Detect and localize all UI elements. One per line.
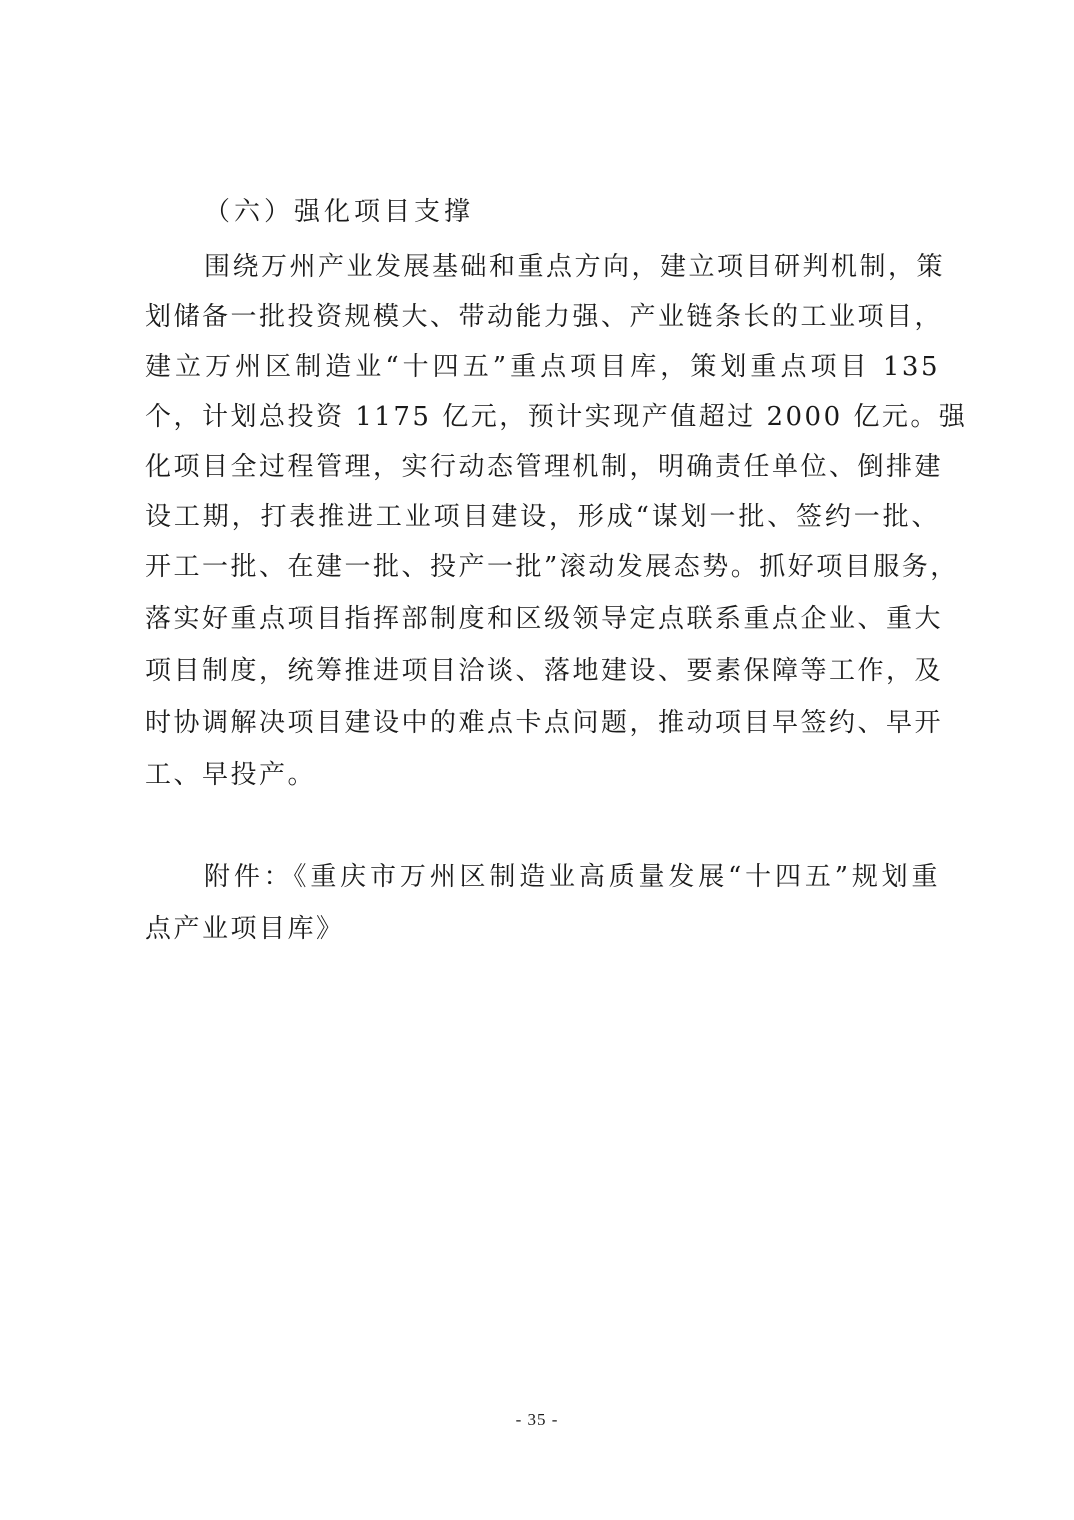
paragraph-line: 划储备一批投资规模大、带动能力强、产业链条长的工业项目， (145, 302, 944, 332)
paragraph-line: 化项目全过程管理，实行动态管理机制，明确责任单位、倒排建 (145, 452, 944, 482)
paragraph-line: 工、早投产。 (145, 760, 317, 790)
paragraph-line: 围绕万州产业发展基础和重点方向，建立项目研判机制，策 (204, 252, 946, 282)
attachment-line: 点产业项目库》 (145, 914, 345, 944)
paragraph-line: 项目制度，统筹推进项目洽谈、落地建设、要素保障等工作，及 (145, 656, 944, 686)
paragraph-line: 落实好重点项目指挥部制度和区级领导定点联系重点企业、重大 (145, 604, 944, 634)
page-number: - 35 - (515, 1410, 559, 1429)
paragraph-line: 开工一批、在建一批、投产一批”滚动发展态势。抓好项目服务， (145, 552, 959, 582)
attachment-line: 附件：《重庆市万州区制造业高质量发展“十四五”规划重 (204, 862, 940, 892)
paragraph-line: 建立万州区制造业“十四五”重点项目库，策划重点项目 135 (145, 352, 940, 382)
section-heading: （六）强化项目支撑 (204, 197, 475, 227)
paragraph-line: 时协调解决项目建设中的难点卡点问题，推动项目早签约、早开 (145, 708, 944, 738)
paragraph-line: 个，计划总投资 1175 亿元，预计实现产值超过 2000 亿元。强 (145, 402, 968, 432)
paragraph-line: 设工期，打表推进工业项目建设，形成“谋划一批、签约一批、 (145, 502, 940, 532)
